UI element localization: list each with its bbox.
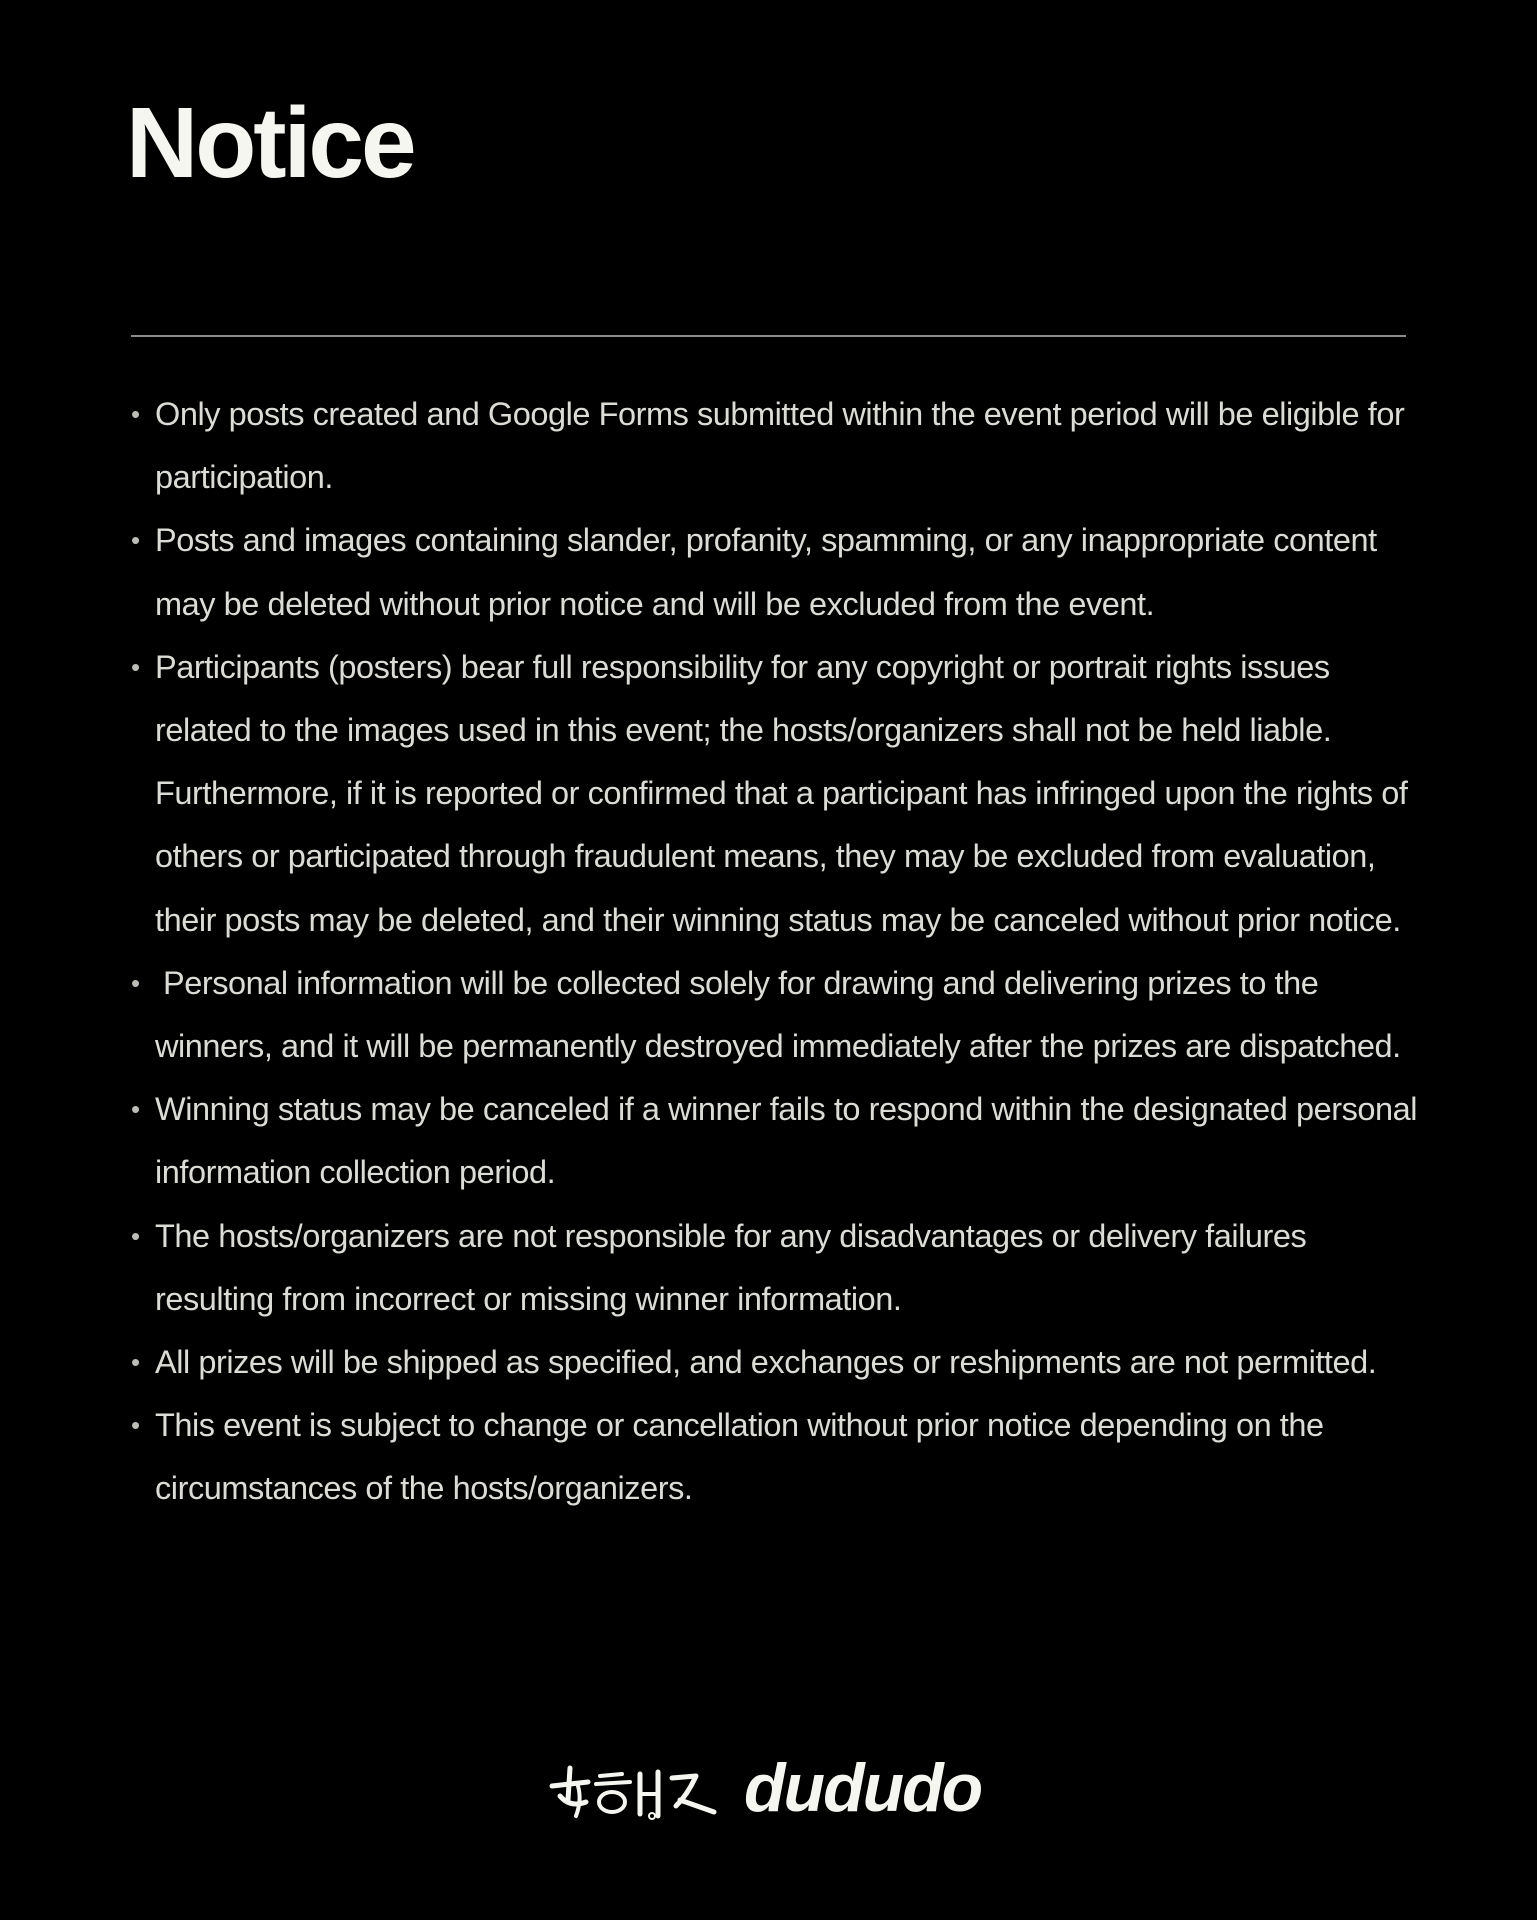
- bullet-icon: •: [131, 1410, 140, 1441]
- dududo-logo: dududo: [744, 1750, 982, 1826]
- bullet-icon: •: [131, 525, 140, 556]
- bullet-icon: •: [131, 967, 140, 998]
- bullet-icon: •: [131, 399, 140, 429]
- notice-text: This event is subject to change or cancellation without prior notice depending on the circumstances of the hosts/organizers.: [155, 1407, 1324, 1507]
- notice-item: [131, 1205, 1421, 1331]
- notice-text: Participants (posters) bear full responsibility for any copyright or portrait rights issues related to the images used in this event; the hosts/organizers shall not be held liable. Furthermore, if it is reported or confirmed that a participant has infringed upon the rights of others or participated through fraudulent means, they may be excluded from evaluation, their posts may be deleted, and their winning status may be canceled without prior notice.: [155, 648, 1408, 938]
- notice-item: [131, 952, 1421, 1078]
- bullet-icon: •: [131, 651, 140, 682]
- notice-item: [131, 383, 1421, 509]
- notice-item: [131, 1078, 1421, 1204]
- notice-text: All prizes will be shipped as specified, and exchanges or reshipments are not permitted.: [155, 1344, 1377, 1381]
- page-title: Notice: [126, 87, 414, 199]
- notice-text: The hosts/organizers are not responsible for any disadvantages or delivery failures resulting from incorrect or missing winner information.: [155, 1217, 1307, 1317]
- notice-text: Winning status may be canceled if a winner fails to respond within the designated personal information collection period.: [155, 1091, 1418, 1191]
- footer-logos: [548, 1748, 998, 1828]
- title-divider: [131, 335, 1406, 337]
- notice-text: Only posts created and Google Forms submitted within the event period will be eligible for participation.: [155, 396, 1405, 496]
- notice-item: [131, 1394, 1421, 1520]
- bullet-icon: •: [131, 1347, 140, 1378]
- handwritten-korean-logo-icon: [548, 1756, 718, 1824]
- bullet-icon: •: [131, 1094, 140, 1125]
- notice-text: Posts and images containing slander, profanity, spamming, or any inappropriate content may be deleted without prior notice and will be excluded from the event.: [155, 522, 1377, 622]
- bullet-icon: •: [131, 1220, 140, 1251]
- notice-list: [131, 383, 1421, 1521]
- notice-item: [131, 509, 1421, 635]
- notice-item: [131, 636, 1421, 952]
- notice-text: Personal information will be collected solely for drawing and delivering prizes to the winners, and it will be permanently destroyed immediately after the prizes are dispatched.: [155, 964, 1401, 1065]
- notice-item: [131, 1331, 1421, 1394]
